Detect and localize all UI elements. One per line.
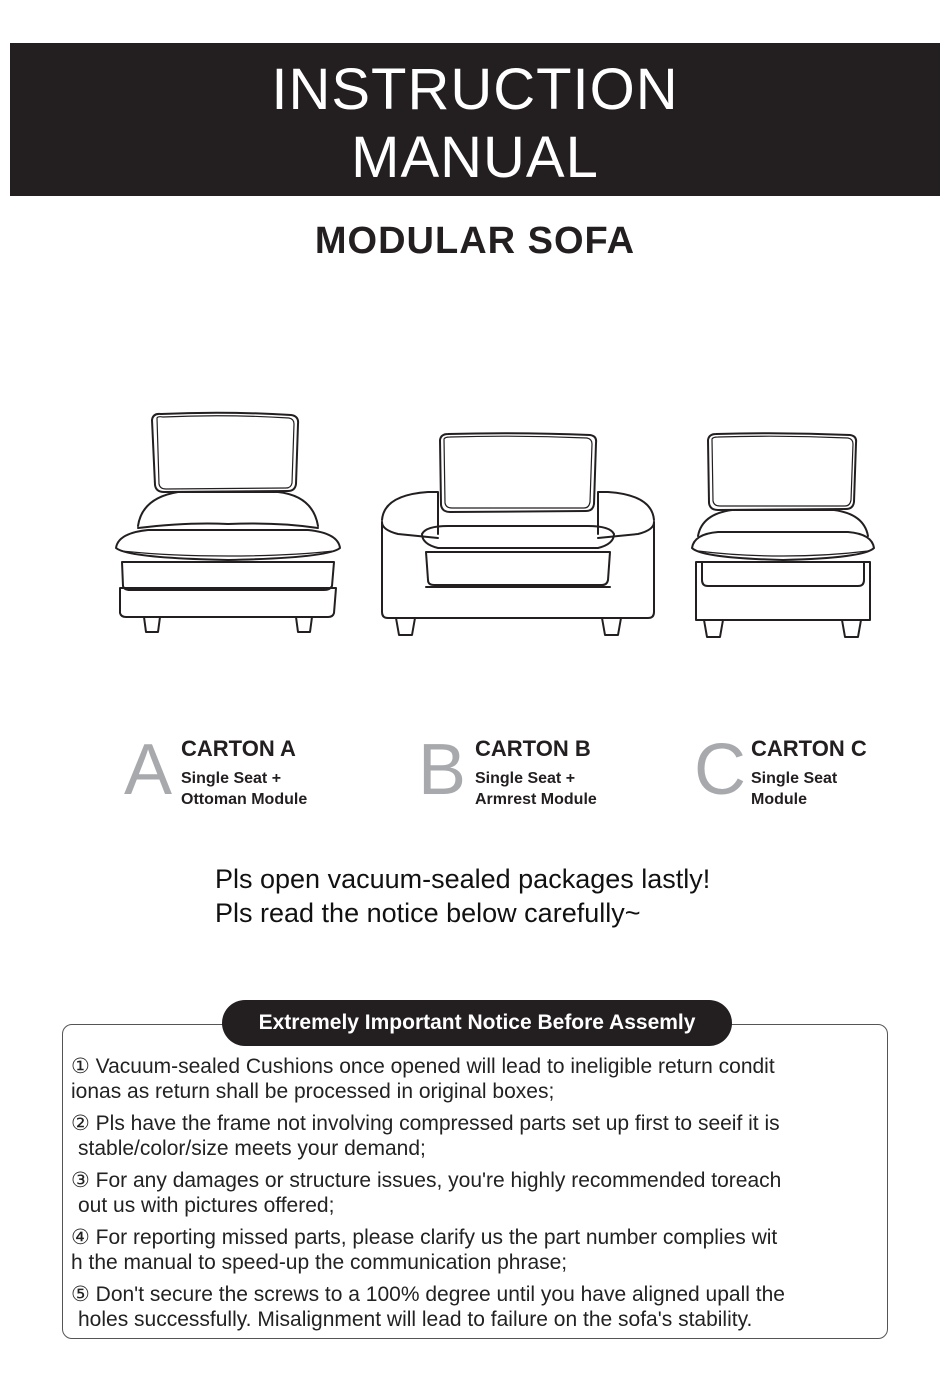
- carton-description: [181, 768, 307, 810]
- notice-line: ④ For reporting missed parts, please clarify us the part number complies wit: [71, 1226, 778, 1249]
- reminder-line-2: Pls read the notice below carefully~: [215, 898, 641, 928]
- carton-name: CARTON C: [751, 736, 867, 761]
- title-line-2: MANUAL: [351, 125, 599, 190]
- carton-desc-line: Single Seat: [751, 770, 838, 787]
- notice-item-5: [71, 1282, 883, 1332]
- carton-description: [475, 768, 597, 810]
- sofa-c-illustration: [688, 430, 878, 642]
- notice-line: stable/color/size meets your demand;: [78, 1137, 426, 1160]
- reminder-line-1: Pls open vacuum-sealed packages lastly!: [215, 864, 711, 894]
- title-line-1: INSTRUCTION: [271, 57, 679, 122]
- notice-item-1: [71, 1054, 883, 1104]
- notice-line: h the manual to speed-up the communication phrase;: [71, 1251, 568, 1274]
- notice-item-3: [71, 1168, 883, 1218]
- notice-line: ② Pls have the frame not involving compressed parts set up first to seeif it is: [71, 1112, 780, 1135]
- notice-line: out us with pictures offered;: [78, 1194, 335, 1217]
- notice-line: holes successfully. Misalignment will lead to failure on the sofa's stability.: [78, 1308, 753, 1331]
- title-banner: [10, 43, 940, 196]
- notice-list: [71, 1054, 883, 1339]
- notice-line: ① Vacuum-sealed Cushions once opened will lead to ineligible return condit: [71, 1055, 775, 1078]
- notice-title: Extremely Important Notice Before Assemly: [222, 1000, 732, 1046]
- carton-name: CARTON B: [475, 736, 591, 761]
- carton-letter: B: [418, 730, 467, 810]
- carton-name: CARTON A: [181, 736, 296, 761]
- carton-letter: C: [694, 730, 746, 810]
- product-subtitle: MODULAR SOFA: [314, 220, 636, 262]
- carton-c-label: [694, 730, 914, 814]
- sofa-a-illustration: [108, 408, 348, 638]
- notice-item-4: [71, 1225, 883, 1275]
- carton-a-label: [124, 730, 354, 814]
- notice-line: ⑤ Don't secure the screws to a 100% degree until you have aligned upall the: [71, 1283, 785, 1306]
- sofa-b-illustration: [378, 430, 658, 642]
- carton-desc-line: Ottoman Module: [181, 791, 308, 808]
- carton-description: [751, 768, 837, 810]
- notice-item-2: [71, 1111, 883, 1161]
- notice-line: ③ For any damages or structure issues, you're highly recommended toreach: [71, 1169, 782, 1192]
- carton-desc-line: Armrest Module: [475, 791, 597, 808]
- notice-line: ionas as return shall be processed in original boxes;: [71, 1080, 555, 1103]
- reminder-text: [215, 862, 835, 930]
- carton-desc-line: Single Seat +: [181, 770, 282, 787]
- carton-letter: A: [124, 730, 173, 810]
- carton-b-label: [418, 730, 648, 814]
- carton-desc-line: Module: [751, 791, 807, 808]
- carton-desc-line: Single Seat +: [475, 770, 576, 787]
